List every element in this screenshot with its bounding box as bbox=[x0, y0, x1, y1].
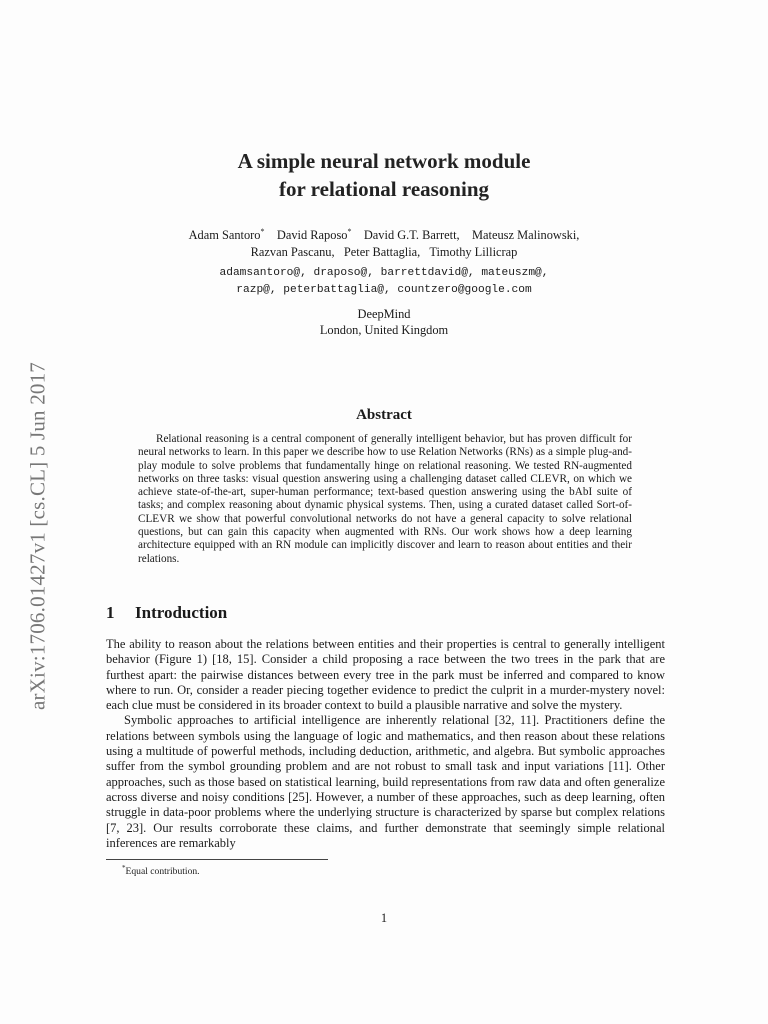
title-line-2: for relational reasoning bbox=[279, 177, 489, 201]
equal-contribution-mark: * bbox=[347, 227, 352, 236]
title-line-1: A simple neural network module bbox=[237, 149, 531, 173]
authors-line-1 bbox=[0, 223, 768, 244]
footnote-rule bbox=[106, 859, 328, 860]
affiliation-org: DeepMind bbox=[357, 307, 411, 321]
author-name: David G.T. Barrett, bbox=[363, 228, 460, 243]
abstract-heading: Abstract bbox=[356, 407, 412, 423]
body-paragraph: The ability to reason about the relations between entities and their properties is central to generally intelligent behavior (Figure 1) [18, 15]. Consider a child proposing a race between the two trees in the park that are furthest apart: the pairwise distances between every tree in the park must be inferred and compared to know where to run. Or, consider a reader piecing together evidence to predict the culprit in a murder-mystery novel: each clue must be considered in its broader context to build a plausible narrative and solve the mystery. bbox=[106, 637, 665, 713]
emails-line-1: adamsantoro@, draposo@, barrettdavid@, mateuszm@, bbox=[219, 267, 549, 279]
section-heading bbox=[106, 603, 227, 623]
abstract-body bbox=[138, 433, 632, 566]
section-title: Introduction bbox=[135, 603, 228, 622]
abstract-paragraph: Relational reasoning is a central component of generally intelligent behavior, but has proven difficult for neural networks to learn. In this paper we describe how to use Relation Networks (RNs) as a simple plug-and-play module to solve problems that fundamentally hinge on relational reasoning. We tested RN-augmented networks on three tasks: visual question answering using a challenging dataset called CLEVR, on which we achieve state-of-the-art, super-human performance; text-based question answering using the bAbI suite of tasks; and complex reasoning about dynamic physical systems. Then, using a curated dataset called Sort-of-CLEVR we show that powerful convolutional networks do not have a general capacity to solve relational questions, but can gain this capacity when augmented with RNs. Our work shows how a deep learning architecture equipped with an RN module can implicitly discover and learn to reason about entities and their relations. bbox=[138, 433, 632, 565]
footnote bbox=[122, 864, 200, 877]
author-list bbox=[0, 223, 768, 261]
page-number: 1 bbox=[380, 911, 388, 925]
arxiv-identifier-stamp: arXiv:1706.01427v1 [cs.CL] 5 Jun 2017 bbox=[25, 361, 50, 711]
authors-line-2: Razvan Pascanu, Peter Battaglia, Timothy Lillicrap bbox=[250, 245, 518, 260]
author-emails bbox=[0, 265, 768, 299]
footnote-mark: * bbox=[122, 864, 126, 872]
introduction-body bbox=[106, 637, 665, 851]
affiliation-location: London, United Kingdom bbox=[319, 323, 449, 337]
author-name: Adam Santoro bbox=[188, 228, 261, 243]
equal-contribution-mark: * bbox=[260, 227, 265, 236]
body-paragraph: Symbolic approaches to artificial intelligence are inherently relational [32, 11]. Practitioners define the relations between symbols using the language of logic and mathematics, and then reason about these relations using a multitude of powerful methods, including deduction, arithmetic, and algebra. But symbolic approaches suffer from the symbol grounding problem and are not robust to small task and input variations [11]. Other approaches, such as those based on statistical learning, build representations from raw data and often generalize across diverse and noisy conditions [25]. However, a number of these approaches, such as deep learning, often struggle in data-poor problems where the underlying structure is characterized by sparse but complex relations [7, 23]. Our results corroborate these claims, and further demonstrate that seemingly simple relational inferences are remarkably bbox=[106, 713, 665, 850]
footnote-text: Equal contribution. bbox=[125, 866, 200, 878]
emails-line-2: razp@, peterbattaglia@, countzero@google.com bbox=[236, 284, 532, 296]
author-name: David Raposo bbox=[276, 228, 348, 243]
section-number: 1 bbox=[106, 603, 115, 622]
paper-title bbox=[0, 147, 768, 203]
author-name: Mateusz Malinowski, bbox=[472, 228, 580, 243]
affiliation bbox=[0, 306, 768, 338]
